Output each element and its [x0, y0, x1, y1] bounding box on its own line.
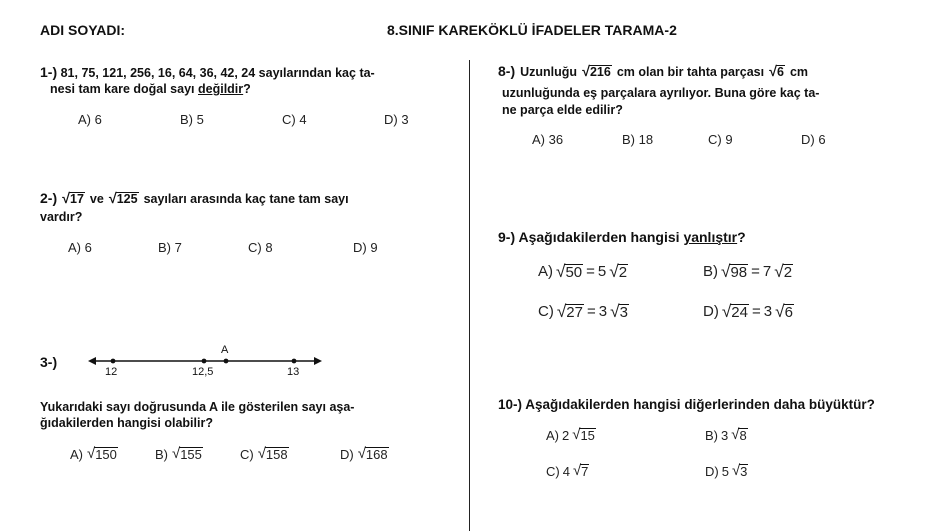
radicand: 6	[784, 303, 793, 321]
question-10-option-c[interactable]	[546, 464, 589, 479]
radicand: 2	[618, 263, 628, 281]
option-letter: A)	[70, 447, 83, 462]
radical: √ 15	[572, 426, 595, 444]
number-line-label-a: A	[221, 344, 229, 356]
coefficient: 5	[597, 263, 607, 281]
question-8-option-b[interactable]: B) 18	[622, 132, 654, 147]
question-10-option-a[interactable]	[546, 428, 596, 443]
question-9-option-b[interactable]	[703, 263, 793, 280]
question-10-stem	[498, 397, 875, 412]
question-9-option-d[interactable]	[703, 303, 794, 320]
question-8-radicand-a: 216	[589, 64, 611, 79]
question-9-text: Aşağıdakilerden hangisi	[518, 229, 684, 245]
radicand: 155	[180, 447, 202, 463]
question-3-number: 3-)	[40, 354, 58, 370]
question-8-option-d[interactable]: D) 6	[801, 132, 826, 147]
question-1-line-2	[50, 82, 251, 96]
equals-sign: =	[751, 263, 760, 281]
question-8-option-a[interactable]: A) 36	[532, 132, 564, 147]
column-divider	[469, 60, 470, 531]
question-2-radical-b: √ 125	[108, 190, 138, 207]
question-3-option-b[interactable]	[155, 447, 203, 462]
radical: √ 3	[731, 462, 748, 480]
option-letter: D)	[340, 447, 354, 462]
number-line-right-arrow	[314, 357, 322, 365]
question-8-radicand-b: 6	[776, 64, 784, 79]
question-9-underlined-word: yanlıştır	[683, 229, 738, 245]
coefficient: 7	[762, 263, 772, 281]
question-9-qmark: ?	[737, 229, 746, 245]
radical: √ 8	[731, 426, 747, 444]
option-letter: A)	[546, 428, 559, 443]
radical: √ 155	[172, 445, 202, 463]
question-2-radicand-a: 17	[70, 191, 84, 206]
question-2-option-d[interactable]: D) 9	[353, 240, 378, 255]
question-2-radical-a: √ 17	[62, 190, 84, 207]
question-1-text-1: 81, 75, 121, 256, 16, 64, 36, 42, 24 sayılarından kaç ta-	[60, 66, 375, 80]
question-8-line-2: uzunluğunda eş parçalara ayrılıyor. Buna göre kaç ta-	[502, 86, 820, 100]
question-1-qmark: ?	[243, 82, 251, 96]
equals-sign: =	[586, 303, 596, 321]
number-line	[86, 340, 326, 385]
radicand: 7	[581, 464, 589, 480]
question-8-text-3: cm	[789, 65, 809, 79]
radicand: 158	[265, 447, 288, 463]
radical: √ 24	[721, 301, 748, 321]
equals-sign: =	[586, 263, 595, 281]
equals-sign: =	[751, 303, 761, 321]
coefficient: 3	[721, 428, 729, 443]
radicand: 24	[731, 303, 748, 321]
radical: √ 158	[257, 445, 288, 463]
radical: √ 6	[775, 301, 793, 321]
page-title: 8.SINIF KAREKÖKLÜ İFADELER TARAMA-2	[387, 22, 677, 38]
coefficient: 4	[562, 464, 570, 479]
question-3-line-2: ğıdakilerden hangisi olabilir?	[40, 416, 213, 430]
question-8-line-3: ne parça elde edilir?	[502, 103, 623, 117]
question-2-and: ve	[89, 192, 104, 206]
radicand: 98	[730, 263, 748, 281]
radical: √ 2	[609, 261, 628, 281]
radical: √ 98	[721, 261, 748, 281]
number-line-point-12-5	[202, 359, 207, 364]
option-letter: D)	[705, 464, 719, 479]
number-line-tick-12: 12	[105, 366, 118, 378]
question-1-option-a[interactable]: A) 6	[78, 112, 102, 127]
radicand: 27	[566, 303, 583, 321]
question-8-text-2: cm olan bir tahta parçası	[616, 65, 765, 79]
option-letter: B)	[705, 428, 718, 443]
question-9-stem	[498, 229, 746, 245]
question-1-option-d[interactable]: D) 3	[384, 112, 409, 127]
option-letter: B)	[155, 447, 168, 462]
radical: √ 2	[774, 261, 793, 281]
coefficient: 3	[598, 303, 608, 321]
radicand: 3	[619, 303, 628, 321]
radicand: 150	[95, 447, 117, 463]
question-10-text: Aşağıdakilerden hangisi diğerlerinden daha büyüktür?	[525, 397, 875, 412]
number-line-tick-12-5: 12,5	[192, 366, 214, 378]
option-letter: C)	[546, 464, 560, 479]
question-1-option-c[interactable]: C) 4	[282, 112, 307, 127]
question-2-text-1: sayıları arasında kaç tane tam sayı	[143, 192, 349, 206]
option-letter: A)	[538, 263, 553, 281]
question-2-line-2: vardır?	[40, 210, 83, 224]
question-2-radicand-b: 125	[116, 191, 138, 206]
question-1-text-2: nesi tam kare doğal sayı	[50, 82, 198, 96]
option-letter: C)	[240, 447, 254, 462]
number-line-point-13	[292, 359, 297, 364]
question-2-number: 2-)	[40, 190, 58, 206]
question-10-option-d[interactable]	[705, 464, 748, 479]
question-10-number: 10-)	[498, 397, 523, 412]
option-letter: C)	[538, 303, 554, 321]
question-9-number: 9-)	[498, 229, 516, 245]
question-1-line-1	[40, 64, 375, 80]
question-2-option-c[interactable]: C) 8	[248, 240, 273, 255]
radical: √ 3	[610, 301, 628, 321]
question-8-option-c[interactable]: C) 9	[708, 132, 733, 147]
option-letter: B)	[703, 263, 718, 281]
radicand: 3	[740, 464, 748, 480]
question-8-line-1	[498, 63, 808, 79]
question-8-radical-b: √ 6	[769, 63, 784, 80]
radicand: 2	[783, 263, 793, 281]
radicand: 168	[365, 447, 388, 463]
question-8-text-1: Uzunluğu	[520, 65, 578, 79]
number-line-left-arrow	[88, 357, 96, 365]
coefficient: 5	[721, 464, 729, 479]
question-3-line-1: Yukarıdaki sayı doğrusunda A ile gösterilen sayı aşa-	[40, 400, 355, 414]
question-2-option-a[interactable]: A) 6	[68, 240, 92, 255]
question-2-option-b[interactable]: B) 7	[158, 240, 182, 255]
option-letter: D)	[703, 303, 719, 321]
radicand: 8	[739, 428, 747, 444]
number-line-point-a	[224, 359, 229, 364]
coefficient: 2	[562, 428, 570, 443]
question-9-option-a[interactable]	[538, 263, 628, 280]
radical: √ 7	[572, 462, 589, 480]
radicand: 50	[565, 263, 583, 281]
number-line-tick-13: 13	[287, 366, 300, 378]
question-3-option-a[interactable]	[70, 447, 118, 462]
question-10-option-b[interactable]	[705, 428, 748, 443]
question-8-radical-a: √ 216	[582, 63, 611, 80]
name-label: ADI SOYADI:	[40, 22, 126, 38]
coefficient: 3	[763, 303, 773, 321]
question-2-line-1	[40, 190, 349, 206]
question-1-number: 1-)	[40, 64, 58, 80]
question-3-option-d[interactable]	[340, 447, 389, 462]
question-1-option-b[interactable]: B) 5	[180, 112, 204, 127]
number-line-point-12	[111, 359, 116, 364]
question-9-option-c[interactable]	[538, 303, 629, 320]
radical: √ 27	[556, 301, 583, 321]
radical: √ 50	[556, 261, 583, 281]
question-3-option-c[interactable]	[240, 447, 289, 462]
radicand: 15	[580, 428, 595, 444]
radical: √ 168	[357, 445, 388, 463]
radical: √ 150	[87, 445, 117, 463]
question-1-underlined-word: değildir	[198, 82, 244, 96]
question-8-number: 8-)	[498, 63, 516, 79]
